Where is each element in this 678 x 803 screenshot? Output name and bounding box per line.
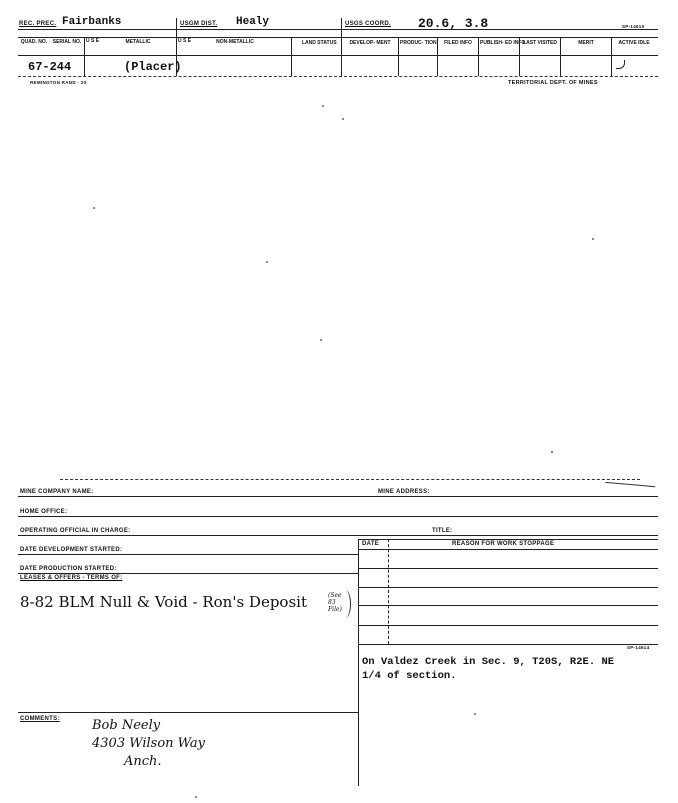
form-number-top: SP-14610	[622, 24, 645, 29]
comment-line-3: Anch.	[124, 754, 162, 769]
col-development: DEVELOP- MENT	[349, 40, 391, 46]
metallic-value: (Placer)	[124, 60, 182, 74]
col-land-status: LAND STATUS	[302, 40, 337, 46]
title-label: TITLE:	[432, 528, 453, 534]
col-production: PRODUC- TION	[400, 40, 437, 46]
comment-line-2: 4303 Wilson Way	[92, 736, 205, 751]
date-dev-started-label: DATE DEVELOPMENT STARTED:	[20, 547, 123, 553]
comments-label: COMMENTS:	[20, 716, 60, 722]
mine-company-name-label: MINE COMPANY NAME:	[20, 489, 94, 495]
location-line-2: 1/4 of section.	[362, 670, 457, 682]
col-metallic: METALLIC	[125, 39, 151, 45]
col-use-a: U S E	[86, 38, 100, 44]
serial-value: 67-244	[28, 60, 72, 74]
lease-note-side: (See 83 File)	[328, 592, 342, 613]
usgm-dist-label: USGM DIST.	[180, 21, 218, 27]
active-check-mark	[616, 60, 625, 69]
comment-line-1: Bob Neely	[92, 718, 161, 733]
rec-prec-label: REC. PREC.	[19, 21, 57, 27]
operating-official-label: OPERATING OFFICIAL IN CHARGE:	[20, 528, 131, 534]
col-published-info: PUBLISH- ED INFO	[480, 40, 526, 46]
col-serial-no: SERIAL NO.	[52, 39, 82, 45]
lease-note-bracket	[340, 590, 351, 618]
col-last-visited: LAST VISITED	[523, 40, 557, 46]
date-prod-started-label: DATE PRODUCTION STARTED:	[20, 566, 117, 572]
col-quad-no: QUAD. NO.	[20, 39, 48, 45]
lease-note: 8-82 BLM Null & Void - Ron's Deposit	[20, 593, 307, 611]
footer-left: REMINGTON RAND - 20	[30, 80, 87, 85]
rec-prec-value: Fairbanks	[62, 16, 122, 28]
usgm-dist-value: Healy	[236, 16, 270, 28]
footer-right: TERRITORIAL DEPT. OF MINES	[508, 80, 598, 86]
reason-column-label: REASON FOR WORK STOPPAGE	[452, 541, 555, 547]
leases-label: LEASES & OFFERS - TERMS OF:	[20, 575, 123, 581]
col-non-metallic: NON-METALLIC	[216, 39, 254, 45]
mine-address-label: MINE ADDRESS:	[378, 489, 430, 495]
col-active-idle: ACTIVE IDLE	[618, 40, 650, 46]
form-number-bottom: SP-14614	[627, 645, 650, 650]
col-use-b: U S E	[178, 38, 192, 44]
usgs-coord-value: 20.6, 3.8	[418, 16, 489, 31]
date-column-label: DATE	[362, 541, 380, 547]
home-office-label: HOME OFFICE:	[20, 509, 68, 515]
location-line-1: On Valdez Creek in Sec. 9, T20S, R2E. NE	[362, 656, 615, 668]
col-merit: MERIT	[578, 40, 594, 46]
col-filed-info: FILED INFO	[444, 40, 472, 46]
usgs-coord-label: USGS COORD.	[345, 21, 391, 27]
